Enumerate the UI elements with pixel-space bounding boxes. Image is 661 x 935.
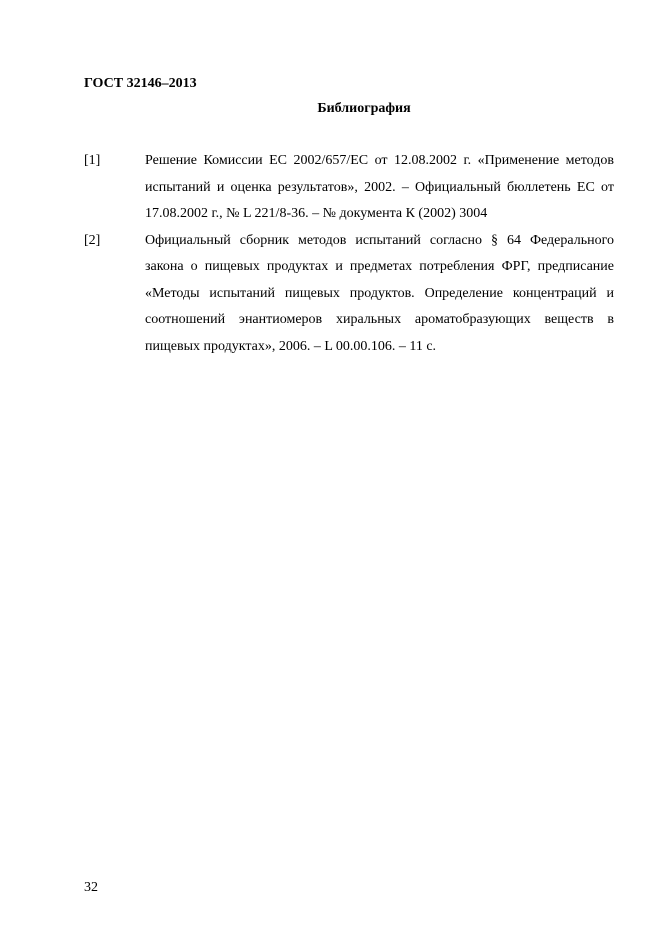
page-number: 32	[84, 880, 98, 895]
bibliography-entry	[84, 148, 614, 228]
bibliography-list	[84, 148, 614, 360]
bibliography-entry-text: Официальный сборник методов испытаний согласно § 64 Федерального закона о пищевых продуктах и предметах потребления ФРГ, предписание «Методы испытаний пищевых продуктов. Определение концентраций и соотношений энантиомеров хиральных ароматобразующих веществ в пищевых продуктах», 2006. – L 00.00.106. – 11 с.	[145, 232, 614, 354]
document-code-header: ГОСТ 32146–2013	[84, 76, 197, 91]
bibliography-entry-text: Решение Комиссии ЕС 2002/657/ЕС от 12.08.2002 г. «Применение методов испытаний и оценка результатов», 2002. – Официальный бюллетень ЕС от 17.08.2002 г., № L 221/8-36. – № документа К (2002) 3004	[145, 153, 614, 221]
bibliography-entry	[84, 228, 614, 361]
bibliography-entry-number: [1]	[84, 153, 101, 168]
bibliography-entry-number: [2]	[84, 232, 101, 248]
section-title: Библиография	[317, 101, 411, 116]
